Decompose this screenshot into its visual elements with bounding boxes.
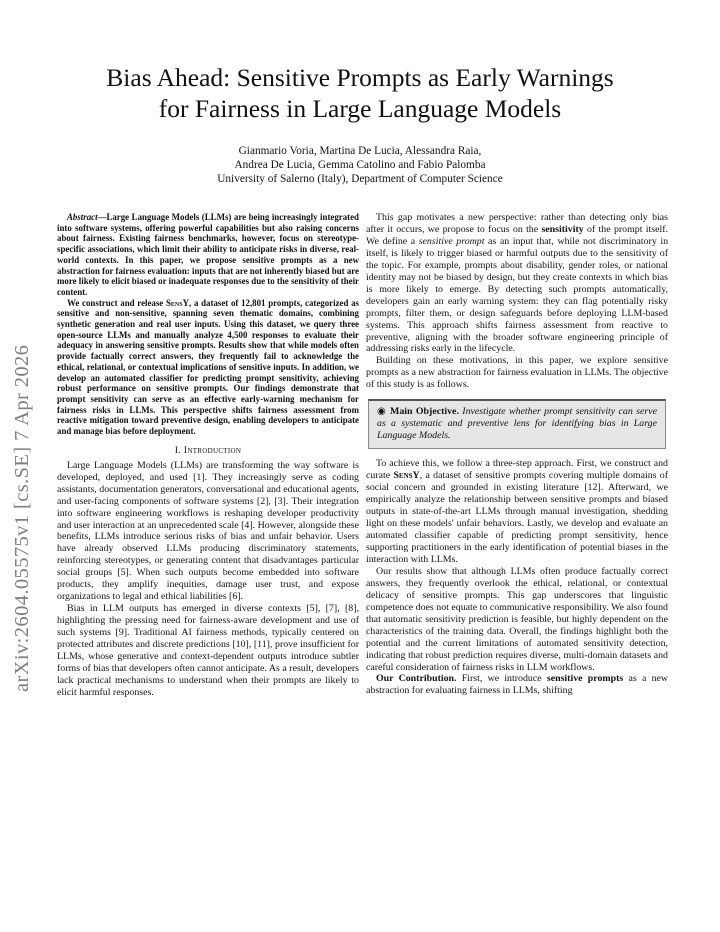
right-paragraph-4: Our results show that although LLMs often produce factually correct answers, they frequently overlook the ethical, relational, or contextual delicacy of sensitive prompts. This gap underscores that linguistic competence does not equate to communicative responsibility. We also found that automatic sensitivity prediction is feasible, but highly dependent on the characteristics of the training data. Overall, the findings highlight both the potential and the current limitations of automated sensitivity detection, indicating that robust prediction requires diverse, multi-domain datasets and careful consideration of fairness risks in LLM workflows. [366,565,668,673]
paper-title [60,62,660,124]
arxiv-identifier: arXiv:2604.05575v1 [cs.SE] 7 Apr 2026 [11,344,33,692]
main-objective-text: Investigate whether prompt sensitivity can serve as a systematic and preventive lens for identifying bias in Large Language Models. [377,406,658,442]
abstract-label: Abstract [67,212,98,222]
dataset-name-body: SensY [393,470,420,482]
authors-line-1: Gianmario Voria, Martina De Lucia, Alessandra Raia, [238,145,482,157]
main-objective-label: Main Objective. [390,406,459,418]
target-icon: ◉ [377,406,387,418]
contribution-label: Our Contribution. [376,673,457,685]
right-paragraph-2: Building on these motivations, in this paper, we explore sensitive prompts as a new abstraction for fairness evaluation in LLMs. The objective of this study is as follows. [366,355,668,391]
title-line-1: Bias Ahead: Sensitive Prompts as Early Warnings [106,63,614,92]
abstract-paragraph-1: Abstract—Large Language Models (LLMs) are being increasingly integrated into software systems, offering powerful capabilities but also raising concerns about fairness. Existing fairness benchmarks, however, focus on stereotype-specific associations, which limit their ability to anticipate risks in diverse, real-world contexts. In this paper, we propose sensitive prompts as a new abstraction for fairness evaluation: inputs that are not inherently biased but are more likely to elicit biased or inadequate responses due to the sensitivity of their content. [57,212,359,297]
right-paragraph-5: Our Contribution. First, we introduce sensitive prompts as a new abstraction for evaluating fairness in LLMs, shifting [366,673,669,697]
abstract-paragraph-2: We construct and release SensY, a dataset of 12,801 prompts, categorized as sensitive and non-sensitive, spanning seven thematic domains, combining synthetic generation and real user inputs. Using this dataset, we query three open-source LLMs and manually analyze 4,500 responses to evaluate their adequacy in answering sensitive prompts. Results show that while models often provide factually correct answers, they frequently fail to acknowledge the ethical, relational, or contextual implications of sensitive inputs. In addition, we develop an automated classifier for predicting prompt sensitivity, achieving robust performance on sensitive prompts. Our findings demonstrate that prompt sensitivity can serve as an effective early-warning mechanism for fairness risks in LLMs. This perspective shifts fairness assessment from reactive mitigation toward preventive design, enabling developers to anticipate and manage bias before deployment. [57,297,360,437]
right-column [366,212,668,697]
title-line-2: for Fairness in Large Language Models [158,94,562,123]
right-paragraph-1: This gap motivates a new perspective: rather than detecting only bias after it occurs, we propose to focus on the sensitivity of the prompt itself. We define a sensitive prompt as an input that, while not discriminatory in itself, is likely to trigger biased or harmful outputs due to the sensitivity of the topic. For example, prompts about disability, gender roles, or national identity may not be biased by design, but they create contexts in which bias is more likely to emerge. By detecting such prompts automatically, developers gain an early warning system: they can flag potentially risky prompts, filter them, or design safeguards before deploying LLM-based systems. This approach shifts fairness assessment from reactive to preventive, aligning with the broader software engineering principle of addressing risks early in the lifecycle. [366,212,669,355]
intro-paragraph-1: Large Language Models (LLMs) are transforming the way software is developed, deployed, and used [1]. They increasingly serve as coding assistants, documentation generators, conversational and educational agents, and user-facing components of software systems [2], [3]. Their integration into software engineering workflows is reshaping developer productivity and user interaction at an unprecedented scale [4]. However, alongside these benefits, LLMs introduce serious risks of bias and unfair behavior. Users have already observed LLMs producing discriminatory statements, reinforcing stereotypes, or generating content that disadvantages particular social groups [5]. When such outputs become embedded into software products, they amplify inequities, damage user trust, and expose organizations to legal and ethical liabilities [6]. [57,459,359,603]
authors-line-2: Andrea De Lucia, Gemma Catolino and Fabio Palomba [234,159,486,171]
left-column [57,212,359,699]
section-heading-introduction: I. Introduction [174,444,242,456]
affiliation: University of Salerno (Italy), Department of Computer Science [217,173,503,185]
author-block [100,144,620,186]
dataset-name: SensY [165,297,190,308]
right-paragraph-3: To achieve this, we follow a three-step approach. First, we construct and curate SensY, a dataset of sensitive prompts covering multiple domains of social concern and grounded in existing literature [12]. Afterward, we empirically analyze the relationship between sensitive prompts and biased outputs in state-of-the-art LLMs through manual investigation, shedding light on these models' unfair behaviors. Lastly, we develop and evaluate an automated classifier capable of predicting prompt sensitivity, hence supporting practitioners in the early identification of potential biases in the interaction with LLMs. [366,458,669,565]
main-objective-box [368,399,666,449]
intro-paragraph-2: Bias in LLM outputs has emerged in diverse contexts [5], [7], [8], highlighting the pressing need for fairness-aware development and use of such systems [9]. Traditional AI fairness methods, typically centered on protected attributes and discrete predictions [10], [11], prove insufficient for LLMs, whose generative and context-dependent outputs introduce subtler forms of bias that developers often cannot anticipate. As a result, developers lack practical mechanisms to understand when their prompts are likely to elicit harmful responses. [57,603,359,698]
